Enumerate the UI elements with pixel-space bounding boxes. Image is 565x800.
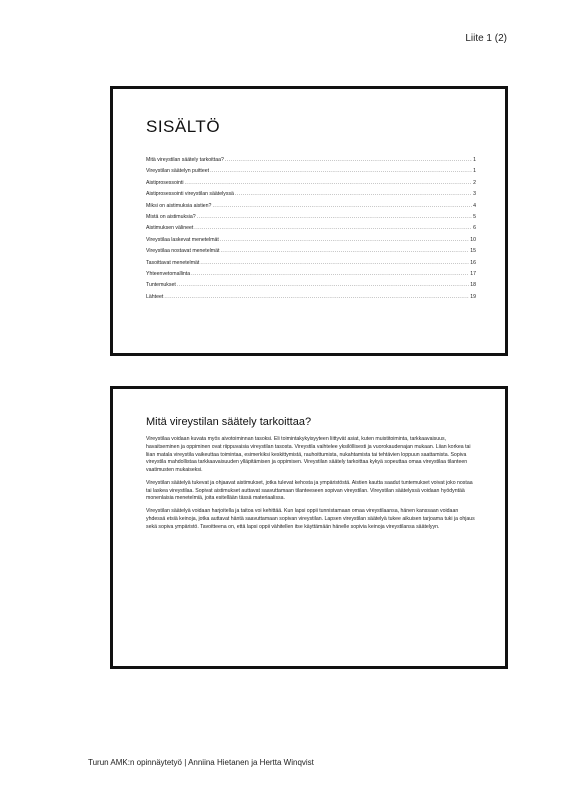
toc-item: Vireystilaa laskevat menetelmät ..... 10 <box>146 235 476 246</box>
page-label: Liite 1 (2) <box>465 33 507 44</box>
toc-title: SISÄLTÖ <box>146 117 221 136</box>
paragraph: Vireystilaa voidaan kuvata myös aivotoiminnan tasoksi. Eli toimintakykyisyyteen liittyvät asiat, kuten muistitoiminta, tarkkaavaisuus, havaitseminen ja oppiminen ovat riippuvaisia vireystilan tasosta. Vireystila vaihtelee yksilöllisesti ja vuorokaudenajan mukaan. Liian korkea tai liian matala vireystila vaikeuttaa toimintaa, esimerkiksi keskittymistä, rauhoittumista, nukahtamista tai tehtävien loppuun saattamista. Sopiva vireystila mahdollistaa tarkkaavaisuuden ylläpitämisen ja oppimisen. Vireystilan säätely tarkoittaa kykyä sopeuttaa omaa vireystilaa tilanteen vaatimusten mukaiseksi. <box>146 436 471 473</box>
toc-slide <box>110 86 508 356</box>
slide-title: Mitä vireystilan säätely tarkoittaa? <box>146 416 312 428</box>
toc-item: Aistimuksen välineet ..... 6 <box>146 223 476 234</box>
toc-item: Yhteenvetomallinta ..... 17 <box>146 269 476 280</box>
paragraph: Vireystilan säätelyä voidaan harjoitella ja taitoa voi kehittää. Kun lapsi oppii tunnistamaan omaa vireystilaansa, hänen kanssaan voidaan yhdessä etsiä keinoja, jotka auttavat häntä saavuttamaan sopivan vireystilan. Lapsen vireystilan säätelyä tukee aikuisen tarjoama tuki ja ohjaus sekä sopiva ympäristö. Tavoitteena on, että lapsi oppii vähitellen itse käyttämään hänelle sopivia keinoja vireystilansa säätelyyn. <box>146 508 475 530</box>
toc-item: Vireystilaa nostavat menetelmät ..... 15 <box>146 246 476 257</box>
toc-item: Miksi on aistimuksia aistien? ..... 4 <box>146 201 476 212</box>
paragraph: Vireystilan säätelyä tukevat ja ohjaavat aistimukset, jotka tulevat kehosta ja ympäristöstä. Aistien kautta saadut tuntemukset voivat joko nostaa tai laskea vireystilaa. Sopivat aistimukset auttavat saavuttamaan tilanteeseen sopivan vireystilan. Vireystilan säätelyssä voidaan hyödyntää monenlaisia menetelmiä, joita esitellään tässä materiaalissa. <box>146 479 473 502</box>
intro-slide <box>110 386 508 669</box>
toc-item: Aistiprosessointi vireystilan säätelyssä ..... 3 <box>146 189 476 200</box>
toc-item: Vireystilan säätelyn puitteet ..... 1 <box>146 166 476 177</box>
toc-item: Mitä vireystilan säätely tarkoittaa? ..... 1 <box>146 155 476 166</box>
toc-item: Mistä on aistimuksia? ..... 5 <box>146 212 476 223</box>
toc-item: Tuntemukset ..... 18 <box>146 280 476 291</box>
toc-item: Aistiprosessointi ..... 2 <box>146 178 476 189</box>
toc-list <box>146 155 476 303</box>
page-footer: Turun AMK:n opinnäytetyö | Anniina Hietanen ja Hertta Winqvist <box>88 758 314 767</box>
toc-item: Tasoittavat menetelmät ..... 16 <box>146 258 476 269</box>
toc-item: Lähteet ..... 19 <box>146 292 476 303</box>
slide-body <box>146 436 478 536</box>
